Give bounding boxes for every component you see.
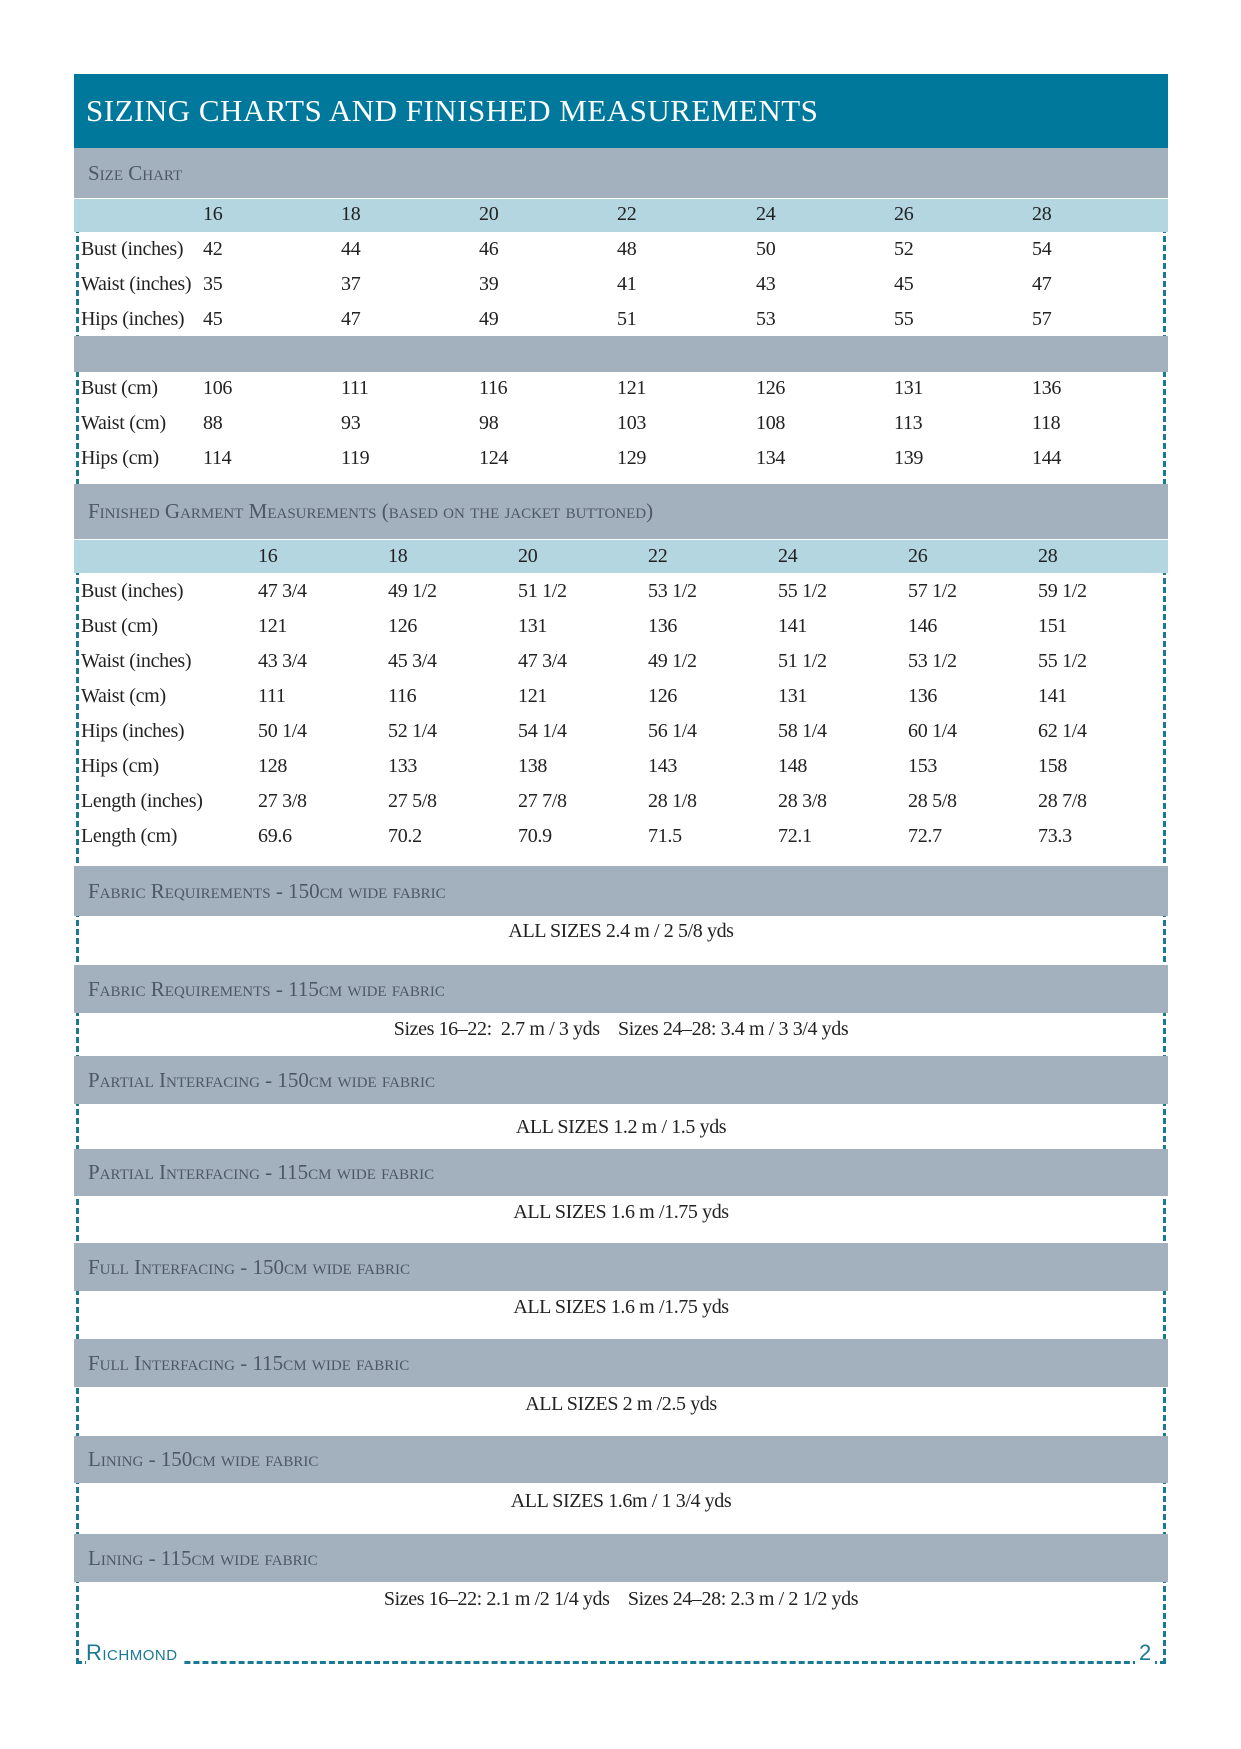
size-header-cell: 24	[778, 545, 798, 567]
row-label: Hips (cm)	[81, 755, 159, 777]
table-cell: 50	[756, 238, 776, 260]
table-cell: 113	[894, 412, 923, 434]
requirement-value: Sizes 16–22: 2.7 m / 3 yds Sizes 24–28: 3.4 m / 3 3/4 yds	[393, 1018, 849, 1040]
table-cell: 111	[341, 377, 369, 399]
table-cell: 118	[1032, 412, 1061, 434]
table-cell: 103	[617, 412, 647, 434]
requirement-value: ALL SIZES 1.6m / 1 3/4 yds	[510, 1490, 732, 1512]
table-cell: 27 3/8	[258, 790, 307, 812]
table-cell: 108	[756, 412, 786, 434]
table-cell: 93	[341, 412, 361, 434]
table-cell: 45	[203, 308, 223, 330]
table-cell: 144	[1032, 447, 1062, 469]
size-header-cell: 26	[908, 545, 928, 567]
table-cell: 158	[1038, 755, 1068, 777]
table-cell: 47	[1032, 273, 1052, 295]
table-cell: 69.6	[258, 825, 292, 847]
row-label: Bust (cm)	[81, 615, 158, 637]
size-header-cell: 22	[617, 203, 637, 225]
requirement-heading: Partial Interfacing - 115cm wide fabric	[74, 1149, 1168, 1196]
page-title: SIZING CHARTS AND FINISHED MEASUREMENTS	[74, 74, 1168, 148]
table-cell: 28 7/8	[1038, 790, 1087, 812]
requirement-value: ALL SIZES 1.2 m / 1.5 yds	[515, 1116, 727, 1138]
size-header-cell: 18	[388, 545, 408, 567]
table-cell: 111	[258, 685, 286, 707]
table-cell: 138	[518, 755, 548, 777]
table-cell: 136	[1032, 377, 1062, 399]
table-cell: 73.3	[1038, 825, 1072, 847]
table-cell: 55 1/2	[1038, 650, 1087, 672]
table-cell: 98	[479, 412, 499, 434]
size-header-cell: 22	[648, 545, 668, 567]
table-cell: 126	[648, 685, 678, 707]
size-chart-divider-band	[74, 336, 1168, 372]
finished-measurements-heading: Finished Garment Measurements (based on the jacket buttoned)	[74, 484, 1168, 539]
table-cell: 28 3/8	[778, 790, 827, 812]
table-cell: 37	[341, 273, 361, 295]
table-cell: 41	[617, 273, 637, 295]
table-cell: 126	[756, 377, 786, 399]
row-label: Bust (cm)	[81, 377, 158, 399]
page-number: 2	[1135, 1640, 1155, 1666]
table-cell: 45 3/4	[388, 650, 437, 672]
table-cell: 58 1/4	[778, 720, 827, 742]
requirement-heading: Fabric Requirements - 150cm wide fabric	[74, 866, 1168, 916]
table-cell: 139	[894, 447, 924, 469]
table-cell: 53	[756, 308, 776, 330]
requirement-value: ALL SIZES 2 m /2.5 yds	[525, 1393, 717, 1415]
row-label: Hips (cm)	[81, 447, 159, 469]
table-cell: 141	[778, 615, 808, 637]
requirement-heading: Lining - 115cm wide fabric	[74, 1534, 1168, 1582]
table-cell: 28 1/8	[648, 790, 697, 812]
row-label: Bust (inches)	[81, 580, 184, 602]
table-cell: 47 3/4	[258, 580, 307, 602]
table-cell: 71.5	[648, 825, 682, 847]
row-label: Waist (cm)	[81, 685, 166, 707]
table-cell: 39	[479, 273, 499, 295]
table-cell: 129	[617, 447, 647, 469]
table-cell: 121	[617, 377, 647, 399]
table-cell: 49	[479, 308, 499, 330]
table-cell: 133	[388, 755, 418, 777]
table-cell: 27 5/8	[388, 790, 437, 812]
requirement-heading: Full Interfacing - 150cm wide fabric	[74, 1243, 1168, 1291]
size-header-cell: 16	[258, 545, 278, 567]
size-header-cell: 18	[341, 203, 361, 225]
table-cell: 43	[756, 273, 776, 295]
row-label: Bust (inches)	[81, 238, 184, 260]
table-cell: 46	[479, 238, 499, 260]
table-cell: 153	[908, 755, 938, 777]
table-cell: 51 1/2	[518, 580, 567, 602]
table-cell: 143	[648, 755, 678, 777]
table-cell: 141	[1038, 685, 1068, 707]
table-cell: 56 1/4	[648, 720, 697, 742]
table-cell: 27 7/8	[518, 790, 567, 812]
requirement-heading: Full Interfacing - 115cm wide fabric	[74, 1339, 1168, 1387]
row-label: Hips (inches)	[81, 308, 185, 330]
requirement-heading: Fabric Requirements - 115cm wide fabric	[74, 965, 1168, 1013]
table-cell: 131	[518, 615, 548, 637]
table-cell: 134	[756, 447, 786, 469]
table-cell: 52	[894, 238, 914, 260]
table-cell: 106	[203, 377, 233, 399]
table-cell: 28 5/8	[908, 790, 957, 812]
size-header-cell: 24	[756, 203, 776, 225]
table-cell: 53 1/2	[908, 650, 957, 672]
size-header-cell: 26	[894, 203, 914, 225]
table-cell: 146	[908, 615, 938, 637]
table-cell: 51	[617, 308, 637, 330]
table-cell: 62 1/4	[1038, 720, 1087, 742]
table-cell: 55 1/2	[778, 580, 827, 602]
table-cell: 55	[894, 308, 914, 330]
size-header-cell: 16	[203, 203, 223, 225]
table-cell: 60 1/4	[908, 720, 957, 742]
table-cell: 124	[479, 447, 509, 469]
table-cell: 51 1/2	[778, 650, 827, 672]
table-cell: 131	[778, 685, 808, 707]
table-cell: 148	[778, 755, 808, 777]
table-cell: 59 1/2	[1038, 580, 1087, 602]
table-cell: 70.9	[518, 825, 552, 847]
requirement-value: Sizes 16–22: 2.1 m /2 1/4 yds Sizes 24–28: 2.3 m / 2 1/2 yds	[383, 1588, 859, 1610]
table-cell: 49 1/2	[648, 650, 697, 672]
table-cell: 53 1/2	[648, 580, 697, 602]
table-cell: 57 1/2	[908, 580, 957, 602]
table-cell: 43 3/4	[258, 650, 307, 672]
size-chart-heading: Size Chart	[74, 148, 1168, 198]
table-cell: 116	[388, 685, 417, 707]
size-header-cell: 20	[518, 545, 538, 567]
table-cell: 119	[341, 447, 370, 469]
requirement-heading: Partial Interfacing - 150cm wide fabric	[74, 1056, 1168, 1104]
table-cell: 45	[894, 273, 914, 295]
size-header-cell: 28	[1038, 545, 1058, 567]
row-label: Waist (cm)	[81, 412, 166, 434]
table-cell: 47	[341, 308, 361, 330]
table-cell: 116	[479, 377, 508, 399]
row-label: Length (cm)	[81, 825, 178, 847]
requirement-value: ALL SIZES 2.4 m / 2 5/8 yds	[508, 920, 734, 942]
table-cell: 136	[908, 685, 938, 707]
table-cell: 42	[203, 238, 223, 260]
row-label: Waist (inches)	[81, 650, 192, 672]
table-cell: 70.2	[388, 825, 422, 847]
table-cell: 121	[258, 615, 288, 637]
requirement-value: ALL SIZES 1.6 m /1.75 yds	[513, 1296, 729, 1318]
row-label: Waist (inches)	[81, 273, 192, 295]
table-cell: 126	[388, 615, 418, 637]
table-cell: 72.7	[908, 825, 942, 847]
table-cell: 52 1/4	[388, 720, 437, 742]
table-cell: 54	[1032, 238, 1052, 260]
table-cell: 88	[203, 412, 223, 434]
table-cell: 48	[617, 238, 637, 260]
row-label: Hips (inches)	[81, 720, 185, 742]
table-cell: 35	[203, 273, 223, 295]
table-cell: 54 1/4	[518, 720, 567, 742]
table-cell: 49 1/2	[388, 580, 437, 602]
table-cell: 57	[1032, 308, 1052, 330]
size-header-cell: 28	[1032, 203, 1052, 225]
table-cell: 114	[203, 447, 232, 469]
table-cell: 136	[648, 615, 678, 637]
requirement-heading: Lining - 150cm wide fabric	[74, 1436, 1168, 1483]
requirement-value: ALL SIZES 1.6 m /1.75 yds	[513, 1201, 729, 1223]
table-cell: 44	[341, 238, 361, 260]
table-cell: 121	[518, 685, 548, 707]
finished-header-band	[74, 540, 1168, 573]
row-label: Length (inches)	[81, 790, 203, 812]
table-cell: 47 3/4	[518, 650, 567, 672]
table-cell: 72.1	[778, 825, 812, 847]
footer-brand: Richmond	[86, 1640, 182, 1666]
table-cell: 128	[258, 755, 288, 777]
table-cell: 131	[894, 377, 924, 399]
size-header-cell: 20	[479, 203, 499, 225]
table-cell: 151	[1038, 615, 1068, 637]
table-cell: 50 1/4	[258, 720, 307, 742]
